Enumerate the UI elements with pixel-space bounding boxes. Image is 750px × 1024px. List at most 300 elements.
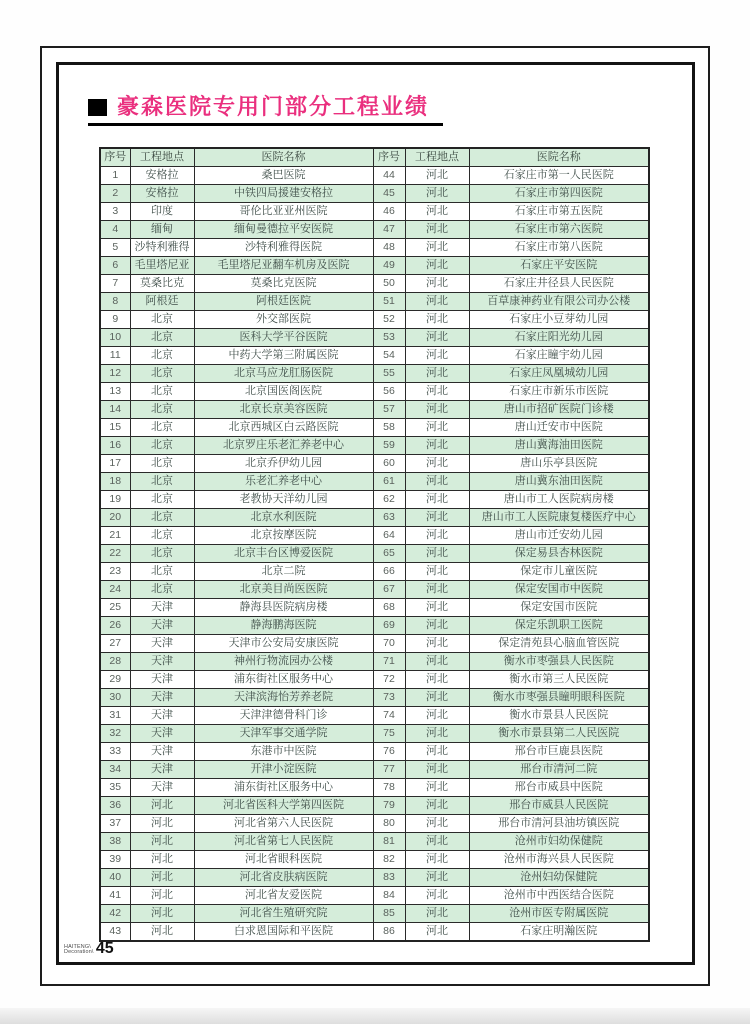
cell-loc: 天津 xyxy=(130,779,194,797)
title-block xyxy=(88,96,443,126)
cell-loc: 河北 xyxy=(130,815,194,833)
column-header: 医院名称 xyxy=(194,148,373,167)
cell-num: 66 xyxy=(373,563,405,581)
cell-loc: 北京 xyxy=(130,419,194,437)
cell-loc: 毛里塔尼亚 xyxy=(130,257,194,275)
cell-name: 浦东街社区服务中心 xyxy=(194,779,373,797)
cell-loc: 天津 xyxy=(130,725,194,743)
cell-num: 10 xyxy=(100,329,130,347)
cell-loc: 天津 xyxy=(130,671,194,689)
cell-num: 19 xyxy=(100,491,130,509)
cell-num: 58 xyxy=(373,419,405,437)
column-header: 序号 xyxy=(373,148,405,167)
cell-name: 河北省皮肤病医院 xyxy=(194,869,373,887)
cell-loc: 河北 xyxy=(405,203,469,221)
cell-num: 67 xyxy=(373,581,405,599)
cell-num: 7 xyxy=(100,275,130,293)
cell-name: 天津滨海怡芳养老院 xyxy=(194,689,373,707)
cell-loc: 河北 xyxy=(405,725,469,743)
cell-loc: 河北 xyxy=(405,869,469,887)
cell-num: 84 xyxy=(373,887,405,905)
cell-loc: 河北 xyxy=(405,383,469,401)
cell-num: 21 xyxy=(100,527,130,545)
photo-bottom-edge xyxy=(0,1008,750,1024)
cell-num: 50 xyxy=(373,275,405,293)
cell-name: 唐山市工人医院病房楼 xyxy=(469,491,649,509)
cell-name: 石家庄市第四医院 xyxy=(469,185,649,203)
cell-name: 沧州市妇幼保健院 xyxy=(469,833,649,851)
cell-name: 天津津德骨科门诊 xyxy=(194,707,373,725)
cell-num: 25 xyxy=(100,599,130,617)
cell-num: 36 xyxy=(100,797,130,815)
cell-name: 保定安国市医院 xyxy=(469,599,649,617)
cell-loc: 河北 xyxy=(405,581,469,599)
cell-loc: 河北 xyxy=(405,437,469,455)
cell-loc: 河北 xyxy=(405,455,469,473)
cell-loc: 天津 xyxy=(130,743,194,761)
brand-line-2: Decoration\ xyxy=(64,949,94,955)
cell-num: 24 xyxy=(100,581,130,599)
cell-name: 唐山冀海油田医院 xyxy=(469,437,649,455)
cell-name: 唐山市工人医院康复楼医疗中心 xyxy=(469,509,649,527)
cell-num: 78 xyxy=(373,779,405,797)
cell-loc: 河北 xyxy=(130,851,194,869)
cell-loc: 河北 xyxy=(405,221,469,239)
cell-name: 石家庄阳光幼儿园 xyxy=(469,329,649,347)
cell-name: 唐山乐亭县医院 xyxy=(469,455,649,473)
cell-num: 65 xyxy=(373,545,405,563)
cell-num: 76 xyxy=(373,743,405,761)
cell-num: 15 xyxy=(100,419,130,437)
cell-name: 河北省第六人民医院 xyxy=(194,815,373,833)
cell-num: 73 xyxy=(373,689,405,707)
cell-num: 28 xyxy=(100,653,130,671)
cell-name: 北京长京美容医院 xyxy=(194,401,373,419)
cell-num: 8 xyxy=(100,293,130,311)
cell-name: 石家庄市第六医院 xyxy=(469,221,649,239)
table-row xyxy=(100,761,649,779)
cell-name: 莫桑比克医院 xyxy=(194,275,373,293)
cell-name: 哥伦比亚亚州医院 xyxy=(194,203,373,221)
cell-num: 63 xyxy=(373,509,405,527)
cell-loc: 河北 xyxy=(405,599,469,617)
cell-name: 衡水市第三人民医院 xyxy=(469,671,649,689)
cell-name: 北京丰台区博爱医院 xyxy=(194,545,373,563)
cell-loc: 河北 xyxy=(405,491,469,509)
cell-name: 邢台市威县中医院 xyxy=(469,779,649,797)
table-row xyxy=(100,148,649,167)
cell-num: 53 xyxy=(373,329,405,347)
cell-num: 45 xyxy=(373,185,405,203)
cell-name: 邢台市威县人民医院 xyxy=(469,797,649,815)
cell-num: 82 xyxy=(373,851,405,869)
cell-num: 48 xyxy=(373,239,405,257)
cell-num: 86 xyxy=(373,923,405,942)
table-row xyxy=(100,455,649,473)
cell-loc: 天津 xyxy=(130,599,194,617)
cell-loc: 河北 xyxy=(405,653,469,671)
cell-name: 保定乐凯职工医院 xyxy=(469,617,649,635)
cell-loc: 河北 xyxy=(405,239,469,257)
cell-num: 43 xyxy=(100,923,130,942)
cell-num: 79 xyxy=(373,797,405,815)
cell-name: 沧州市医专附属医院 xyxy=(469,905,649,923)
cell-loc: 北京 xyxy=(130,455,194,473)
table-row xyxy=(100,257,649,275)
cell-loc: 缅甸 xyxy=(130,221,194,239)
cell-loc: 河北 xyxy=(130,887,194,905)
table-row xyxy=(100,815,649,833)
cell-name: 北京西城区白云路医院 xyxy=(194,419,373,437)
cell-name: 石家庄市第五医院 xyxy=(469,203,649,221)
table-row xyxy=(100,203,649,221)
table-row xyxy=(100,275,649,293)
cell-name: 中药大学第三附属医院 xyxy=(194,347,373,365)
table-row xyxy=(100,923,649,942)
cell-name: 唐山市招矿医院门诊楼 xyxy=(469,401,649,419)
cell-loc: 天津 xyxy=(130,617,194,635)
table-row xyxy=(100,779,649,797)
cell-num: 16 xyxy=(100,437,130,455)
cell-loc: 北京 xyxy=(130,581,194,599)
cell-loc: 河北 xyxy=(405,887,469,905)
cell-loc: 沙特利雅得 xyxy=(130,239,194,257)
cell-num: 1 xyxy=(100,167,130,185)
cell-num: 44 xyxy=(373,167,405,185)
cell-name: 衡水市景县人民医院 xyxy=(469,707,649,725)
cell-num: 75 xyxy=(373,725,405,743)
cell-name: 邢台市清河县油坊镇医院 xyxy=(469,815,649,833)
cell-name: 缅甸曼德拉平安医院 xyxy=(194,221,373,239)
cell-loc: 河北 xyxy=(405,347,469,365)
cell-loc: 莫桑比克 xyxy=(130,275,194,293)
cell-name: 北京水利医院 xyxy=(194,509,373,527)
cell-loc: 河北 xyxy=(130,923,194,942)
cell-num: 17 xyxy=(100,455,130,473)
cell-loc: 河北 xyxy=(405,671,469,689)
cell-loc: 河北 xyxy=(130,905,194,923)
cell-name: 唐山市迁安幼儿园 xyxy=(469,527,649,545)
cell-name: 静海县医院病房楼 xyxy=(194,599,373,617)
cell-loc: 河北 xyxy=(405,473,469,491)
page-number: 45 xyxy=(95,940,114,957)
cell-loc: 河北 xyxy=(405,527,469,545)
cell-num: 18 xyxy=(100,473,130,491)
cell-loc: 天津 xyxy=(130,707,194,725)
cell-num: 69 xyxy=(373,617,405,635)
cell-loc: 北京 xyxy=(130,527,194,545)
cell-loc: 北京 xyxy=(130,329,194,347)
table-row xyxy=(100,581,649,599)
cell-loc: 河北 xyxy=(405,563,469,581)
cell-num: 41 xyxy=(100,887,130,905)
cell-loc: 河北 xyxy=(405,923,469,942)
cell-loc: 河北 xyxy=(405,833,469,851)
cell-num: 14 xyxy=(100,401,130,419)
cell-num: 55 xyxy=(373,365,405,383)
cell-loc: 北京 xyxy=(130,401,194,419)
table-row xyxy=(100,401,649,419)
cell-num: 52 xyxy=(373,311,405,329)
cell-name: 北京马应龙肛肠医院 xyxy=(194,365,373,383)
cell-name: 保定市儿童医院 xyxy=(469,563,649,581)
column-header: 序号 xyxy=(100,148,130,167)
cell-num: 12 xyxy=(100,365,130,383)
cell-num: 62 xyxy=(373,491,405,509)
cell-loc: 河北 xyxy=(405,797,469,815)
cell-loc: 印度 xyxy=(130,203,194,221)
column-header: 工程地点 xyxy=(130,148,194,167)
cell-loc: 河北 xyxy=(405,509,469,527)
table-row xyxy=(100,617,649,635)
cell-num: 26 xyxy=(100,617,130,635)
cell-name: 石家庄井径县人民医院 xyxy=(469,275,649,293)
cell-num: 74 xyxy=(373,707,405,725)
cell-name: 天津市公安局安康医院 xyxy=(194,635,373,653)
cell-name: 阿根廷医院 xyxy=(194,293,373,311)
cell-name: 邢台市巨鹿县医院 xyxy=(469,743,649,761)
cell-loc: 河北 xyxy=(405,293,469,311)
cell-name: 沧州妇幼保健院 xyxy=(469,869,649,887)
cell-num: 2 xyxy=(100,185,130,203)
cell-name: 神州行物流园办公楼 xyxy=(194,653,373,671)
cell-num: 64 xyxy=(373,527,405,545)
cell-loc: 安格拉 xyxy=(130,185,194,203)
table-row xyxy=(100,509,649,527)
cell-name: 石家庄明瀚医院 xyxy=(469,923,649,942)
cell-name: 毛里塔尼亚翻车机房及医院 xyxy=(194,257,373,275)
cell-num: 9 xyxy=(100,311,130,329)
table-body xyxy=(100,167,649,942)
cell-loc: 天津 xyxy=(130,761,194,779)
table-row xyxy=(100,185,649,203)
cell-name: 衡水市枣强县瞳明眼科医院 xyxy=(469,689,649,707)
cell-loc: 河北 xyxy=(405,545,469,563)
cell-loc: 河北 xyxy=(405,257,469,275)
table-row xyxy=(100,887,649,905)
cell-name: 北京按摩医院 xyxy=(194,527,373,545)
cell-name: 白求恩国际和平医院 xyxy=(194,923,373,942)
cell-num: 13 xyxy=(100,383,130,401)
table-row xyxy=(100,167,649,185)
cell-name: 衡水市枣强县人民医院 xyxy=(469,653,649,671)
cell-name: 河北省眼科医院 xyxy=(194,851,373,869)
table-row xyxy=(100,851,649,869)
cell-name: 浦东街社区服务中心 xyxy=(194,671,373,689)
cell-name: 静海鹏海医院 xyxy=(194,617,373,635)
cell-loc: 河北 xyxy=(405,743,469,761)
cell-num: 71 xyxy=(373,653,405,671)
cell-loc: 北京 xyxy=(130,365,194,383)
cell-num: 83 xyxy=(373,869,405,887)
cell-num: 54 xyxy=(373,347,405,365)
cell-name: 北京二院 xyxy=(194,563,373,581)
cell-name: 衡水市景县第二人民医院 xyxy=(469,725,649,743)
table-row xyxy=(100,797,649,815)
table-row xyxy=(100,671,649,689)
cell-num: 32 xyxy=(100,725,130,743)
cell-num: 34 xyxy=(100,761,130,779)
cell-num: 35 xyxy=(100,779,130,797)
cell-name: 保定安国市中医院 xyxy=(469,581,649,599)
brand-text xyxy=(64,944,94,955)
cell-num: 77 xyxy=(373,761,405,779)
cell-num: 37 xyxy=(100,815,130,833)
cell-loc: 河北 xyxy=(405,689,469,707)
cell-loc: 河北 xyxy=(405,167,469,185)
cell-num: 59 xyxy=(373,437,405,455)
cell-name: 邢台市清河二院 xyxy=(469,761,649,779)
table-row xyxy=(100,491,649,509)
cell-loc: 北京 xyxy=(130,545,194,563)
cell-num: 29 xyxy=(100,671,130,689)
column-header: 医院名称 xyxy=(469,148,649,167)
table-row xyxy=(100,239,649,257)
cell-name: 东港市中医院 xyxy=(194,743,373,761)
table-row xyxy=(100,419,649,437)
table-row xyxy=(100,707,649,725)
cell-loc: 河北 xyxy=(405,311,469,329)
cell-loc: 河北 xyxy=(405,851,469,869)
table-row xyxy=(100,221,649,239)
cell-num: 80 xyxy=(373,815,405,833)
cell-loc: 河北 xyxy=(405,275,469,293)
cell-num: 6 xyxy=(100,257,130,275)
table-row xyxy=(100,689,649,707)
cell-num: 27 xyxy=(100,635,130,653)
cell-loc: 天津 xyxy=(130,689,194,707)
cell-name: 河北省第七人民医院 xyxy=(194,833,373,851)
cell-name: 北京罗庄乐老汇养老中心 xyxy=(194,437,373,455)
cell-loc: 北京 xyxy=(130,563,194,581)
cell-num: 46 xyxy=(373,203,405,221)
cell-num: 20 xyxy=(100,509,130,527)
cell-name: 医科大学平谷医院 xyxy=(194,329,373,347)
cell-name: 石家庄市第一人民医院 xyxy=(469,167,649,185)
cell-name: 河北省友爱医院 xyxy=(194,887,373,905)
cell-name: 河北省生殖研究院 xyxy=(194,905,373,923)
table-row xyxy=(100,869,649,887)
table-row xyxy=(100,329,649,347)
cell-loc: 河北 xyxy=(405,329,469,347)
cell-num: 4 xyxy=(100,221,130,239)
table-row xyxy=(100,311,649,329)
cell-loc: 北京 xyxy=(130,491,194,509)
cell-num: 40 xyxy=(100,869,130,887)
cell-name: 石家庄瞳宇幼儿园 xyxy=(469,347,649,365)
cell-loc: 河北 xyxy=(405,815,469,833)
table-row xyxy=(100,383,649,401)
cell-num: 22 xyxy=(100,545,130,563)
cell-loc: 阿根廷 xyxy=(130,293,194,311)
cell-loc: 北京 xyxy=(130,347,194,365)
cell-num: 33 xyxy=(100,743,130,761)
table-row xyxy=(100,527,649,545)
table-row xyxy=(100,743,649,761)
cell-num: 3 xyxy=(100,203,130,221)
cell-loc: 天津 xyxy=(130,635,194,653)
cell-loc: 河北 xyxy=(405,707,469,725)
page-title: 豪森医院专用门部分工程业绩 xyxy=(117,94,430,119)
cell-name: 沙特利雅得医院 xyxy=(194,239,373,257)
cell-name: 石家庄凤凰城幼儿园 xyxy=(469,365,649,383)
footer-logo xyxy=(64,942,114,955)
cell-num: 42 xyxy=(100,905,130,923)
cell-num: 49 xyxy=(373,257,405,275)
cell-name: 石家庄小豆芽幼儿园 xyxy=(469,311,649,329)
brand-line-1: HAITENG\ xyxy=(64,944,91,950)
cell-name: 老教协天洋幼儿园 xyxy=(194,491,373,509)
title-square-bullet-icon xyxy=(88,99,107,116)
table-row xyxy=(100,725,649,743)
cell-name: 百草康神药业有限公司办公楼 xyxy=(469,293,649,311)
cell-loc: 河北 xyxy=(405,779,469,797)
cell-loc: 北京 xyxy=(130,437,194,455)
table-row xyxy=(100,437,649,455)
cell-loc: 北京 xyxy=(130,383,194,401)
cell-name: 天津军事交通学院 xyxy=(194,725,373,743)
cell-name: 北京乔伊幼儿园 xyxy=(194,455,373,473)
cell-loc: 安格拉 xyxy=(130,167,194,185)
cell-name: 保定清苑县心脑血管医院 xyxy=(469,635,649,653)
cell-num: 31 xyxy=(100,707,130,725)
cell-num: 51 xyxy=(373,293,405,311)
table-row xyxy=(100,545,649,563)
cell-name: 石家庄平安医院 xyxy=(469,257,649,275)
cell-num: 70 xyxy=(373,635,405,653)
cell-loc: 北京 xyxy=(130,311,194,329)
table-row xyxy=(100,365,649,383)
cell-loc: 北京 xyxy=(130,509,194,527)
cell-name: 唐山迁安市中医院 xyxy=(469,419,649,437)
table-row xyxy=(100,473,649,491)
cell-loc: 河北 xyxy=(130,869,194,887)
cell-num: 47 xyxy=(373,221,405,239)
cell-loc: 河北 xyxy=(405,761,469,779)
table-row xyxy=(100,635,649,653)
cell-num: 68 xyxy=(373,599,405,617)
table-header-row xyxy=(100,148,649,167)
cell-loc: 北京 xyxy=(130,473,194,491)
cell-name: 北京美目尚医医院 xyxy=(194,581,373,599)
table-row xyxy=(100,293,649,311)
cell-name: 中铁四局援建安格拉 xyxy=(194,185,373,203)
cell-num: 57 xyxy=(373,401,405,419)
projects-table xyxy=(99,147,650,942)
cell-num: 30 xyxy=(100,689,130,707)
cell-name: 北京国医阁医院 xyxy=(194,383,373,401)
cell-num: 5 xyxy=(100,239,130,257)
cell-num: 61 xyxy=(373,473,405,491)
cell-name: 外交部医院 xyxy=(194,311,373,329)
cell-name: 保定易县杏林医院 xyxy=(469,545,649,563)
cell-name: 沧州市海兴县人民医院 xyxy=(469,851,649,869)
cell-loc: 河北 xyxy=(405,365,469,383)
cell-loc: 河北 xyxy=(130,797,194,815)
table-row xyxy=(100,563,649,581)
cell-name: 桑巴医院 xyxy=(194,167,373,185)
cell-loc: 河北 xyxy=(405,635,469,653)
cell-num: 39 xyxy=(100,851,130,869)
cell-name: 开津小淀医院 xyxy=(194,761,373,779)
cell-num: 81 xyxy=(373,833,405,851)
cell-num: 60 xyxy=(373,455,405,473)
cell-loc: 河北 xyxy=(405,905,469,923)
cell-num: 56 xyxy=(373,383,405,401)
cell-loc: 河北 xyxy=(405,185,469,203)
cell-loc: 河北 xyxy=(405,401,469,419)
table-row xyxy=(100,905,649,923)
